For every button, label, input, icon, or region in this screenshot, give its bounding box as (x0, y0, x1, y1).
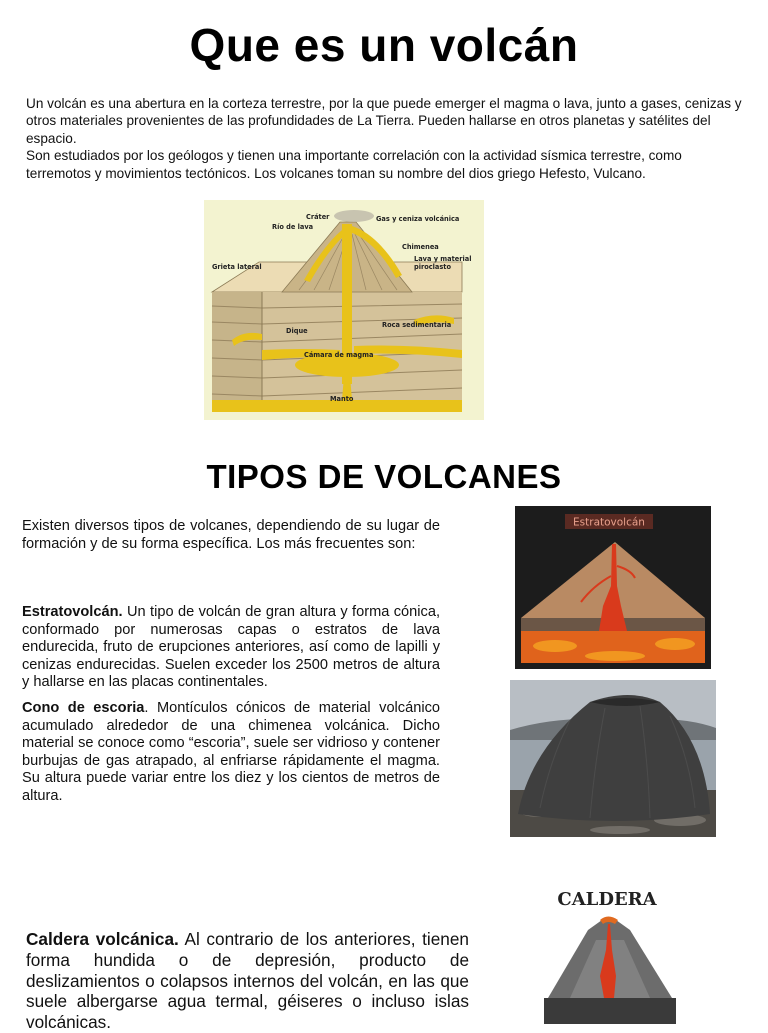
caldera-image (540, 880, 680, 1024)
label-gas: Gas y ceniza volcánica (376, 215, 460, 223)
label-roca: Roca sedimentaria (382, 321, 452, 329)
caldera-image-title: CALDERA (557, 889, 657, 910)
intro-text (26, 95, 746, 182)
volcano-diagram-image (204, 200, 484, 420)
label-chimenea: Chimenea (402, 243, 439, 251)
cono-escoria-paragraph (22, 700, 440, 805)
cono-escoria-image (510, 680, 716, 837)
estratovolcan-image (515, 506, 711, 669)
label-rio-de-lava: Río de lava (272, 223, 314, 231)
caldera-description: Al contrario de los anteriores, tienen forma hundida o de depresión, producto de deslizamientos o colapsos internos del volcán, en las que suele albergarse agua termal, géiseres o incluso islas volcánicas. (26, 929, 469, 1033)
label-dique: Dique (286, 327, 308, 335)
page-title: Que es un volcán (189, 19, 579, 71)
estratovolcan-image-title: Estratovolcán (573, 516, 645, 529)
estratovolcan-description: Un tipo de volcán de gran altura y forma cónica, conformado por numerosas capas o estratos de lava endurecida, fruto de erupciones anteriores, así como de lapilli y cenizas endurecidas. Suelen exceder los 2500 metros de altura y hallarse en las placas continentales. (22, 604, 440, 690)
label-camara: Cámara de magma (304, 351, 374, 359)
caldera-paragraph (26, 929, 469, 1033)
label-crater: Cráter (306, 213, 330, 221)
caldera-term: Caldera volcánica. (26, 929, 179, 949)
cono-escoria-term: Cono de escoria (22, 700, 145, 716)
section-title-types: TIPOS DE VOLCANES (206, 458, 562, 495)
label-manto: Manto (330, 395, 354, 403)
cono-escoria-description: . Montículos cónicos de material volcánico acumulado alrededor de una chimenea volcánica. Dicho material se conoce como “escoria”, suele ser vidrioso y contener burbujas de gas atrapado, al enfriarse rápidamente el magma. Su altura puede variar entre los diez y los cientos de metros de altura. (22, 700, 440, 804)
label-grieta: Grieta lateral (212, 263, 262, 271)
intro-paragraph-1: Un volcán es una abertura en la corteza terrestre, por la que puede emerger el magma o lava, junto a gases, cenizas y otros materiales provenientes de las profundidades de La Tierra. Pueden hallarse en otros planetas y satélites del espacio. (26, 96, 742, 146)
estratovolcan-term: Estratovolcán. (22, 604, 123, 620)
label-lava-line1: Lava y material (414, 255, 472, 263)
types-intro-text: Existen diversos tipos de volcanes, dependiendo de su lugar de formación y de su forma específica. Los más frecuentes son: (22, 518, 440, 552)
label-lava-line2: piroclasto (414, 263, 451, 271)
smoke (334, 210, 374, 222)
intro-paragraph-2: Son estudiados por los geólogos y tienen una importante correlación con la actividad sísmica terrestre, como terremotos y movimientos tectónicos. Los volcanes toman su nombre del dios griego Hefesto, Vulcano. (26, 148, 682, 181)
estratovolcan-paragraph (22, 604, 440, 692)
